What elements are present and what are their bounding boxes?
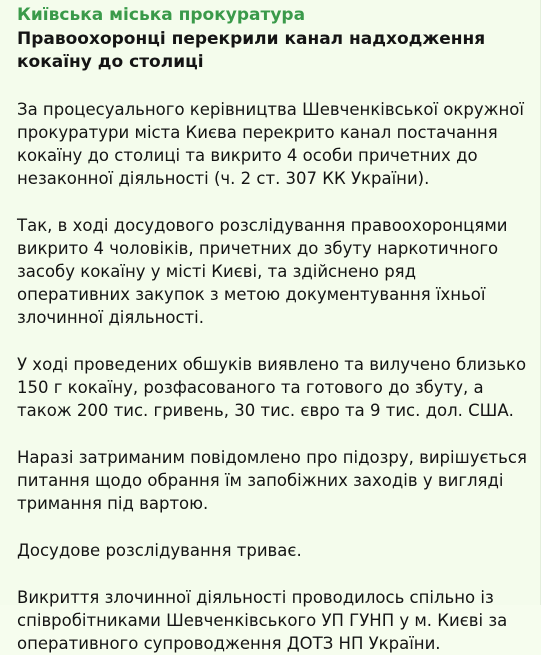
paragraph-gap [17,329,530,353]
post-paragraph-3: У ході проведених обшуків виявлено та вилучено близько 150 г кокаїну, розфасованого та готового до збуту, а також 200 тис. гривень, 30 тис. євро та 9 тис. дол. США. [17,355,527,420]
channel-name-link[interactable]: Київська міська прокуратура [17,5,306,25]
paragraph-gap [17,562,530,586]
post-paragraph-5: Досудове розслідування триває. [17,541,302,560]
post-paragraph-6: Викриття злочинної діяльності проводилось спільно із співробітниками Шевченківського УП ГУНП у м. Києві за оперативного супроводження ДОТЗ НП України. [17,588,508,653]
paragraph-gap [17,190,530,214]
paragraph-gap [17,422,530,446]
paragraph-gap [17,74,530,98]
post-headline: Правоохоронці перекрили канал надходження кокаїну до столиці [17,29,486,72]
paragraph-gap [17,515,530,539]
post-paragraph-1: За процесуального керівництва Шевченківської окружної прокуратури міста Києва перекрито канал постачання кокаїну до столиці та викрито 4 особи причетних до незаконної діяльності (ч. 2 ст. 307 КК України). [17,100,524,188]
post-paragraph-2: Так, в ході досудового розслідування правоохоронцями викрито 4 чоловіків, причетних до збуту наркотичного засобу кокаїну у місті Києві, та здійснено ряд оперативних закупок з метою документування їхньої злочинної діяльності. [17,216,508,327]
post-paragraph-4: Наразі затриманим повідомлено про підозру, вирішується питання щодо обрання їм запобіжних заходів у вигляді тримання під вартою. [17,448,527,513]
